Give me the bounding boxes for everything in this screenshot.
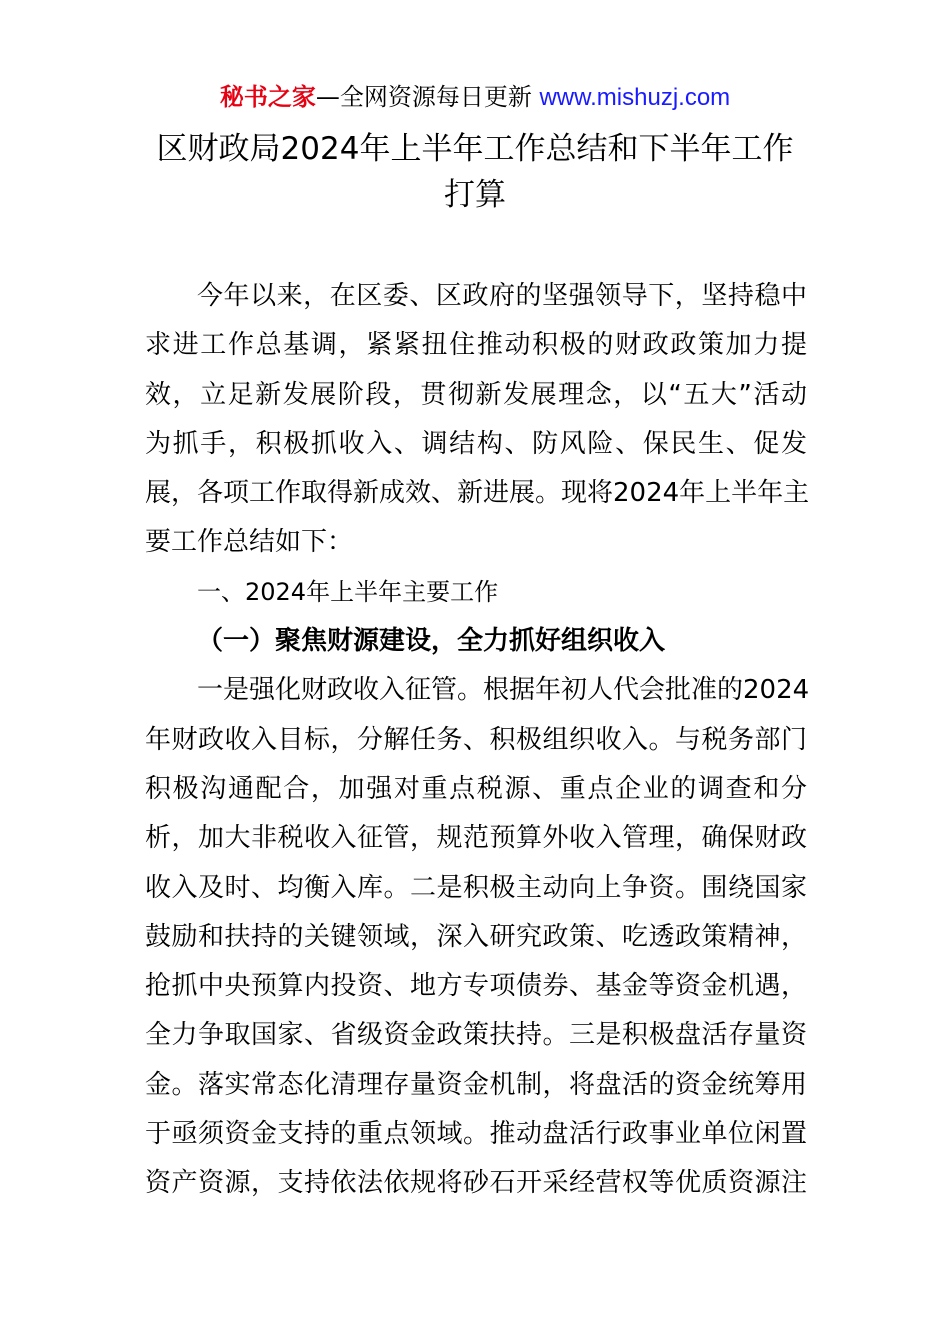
text-line: 资产资源，支持依法依规将砂石开采经营权等优质资源注 — [145, 1168, 807, 1199]
site-header — [0, 80, 950, 115]
text-line: 效，立足新发展阶段，贯彻新发展理念，以“五大”活动 — [145, 379, 807, 410]
section-heading: 一、2024年上半年主要工作 — [197, 577, 499, 606]
document-title — [130, 126, 820, 218]
text-line: 抢抓中央预算内投资、地方专项债券、基金等资金机遇， — [145, 971, 807, 1002]
text-line: 展，各项工作取得新成效、新进展。现将2024年上半年主 — [145, 478, 810, 509]
text-line: 今年以来，在区委、区政府的坚强领导下，坚持稳中 — [197, 281, 807, 311]
text-line: 为抓手，积极抓收入、调结构、防风险、保民生、促发 — [145, 428, 807, 459]
text-line: 一是强化财政收入征管。根据年初人代会批准的2024 — [197, 675, 810, 706]
title-line: 区财政局2024年上半年工作总结和下半年工作 — [156, 131, 794, 167]
text-line: 鼓励和扶持的关键领域，深入研究政策、吃透政策精神， — [145, 921, 807, 952]
body-paragraph — [145, 666, 810, 1208]
text-line: 年财政收入目标，分解任务、积极组织收入。与税务部门 — [145, 724, 807, 755]
title-line: 打算 — [444, 177, 506, 213]
text-line: 全力争取国家、省级资金政策扶持。三是积极盘活存量资 — [145, 1020, 807, 1051]
text-line: 收入及时、均衡入库。二是积极主动向上争资。围绕国家 — [145, 872, 807, 903]
text-line: 析，加大非税收入征管，规范预算外收入管理，确保财政 — [145, 823, 807, 854]
text-line: 求进工作总基调，紧紧扭住推动积极的财政政策加力提 — [145, 330, 807, 361]
document-body — [145, 272, 810, 1209]
brand-name: 秘书之家 — [219, 83, 316, 111]
subsection-heading: （一）聚焦财源建设，全力抓好组织收入 — [197, 626, 666, 657]
text-line: 积极沟通配合，加强对重点税源、重点企业的调查和分 — [145, 773, 807, 804]
site-url-link[interactable]: www.mishuzj.com — [539, 84, 731, 111]
text-line: 金。落实常态化清理存量资金机制，将盘活的资金统筹用 — [145, 1069, 807, 1100]
text-line: 要工作总结如下： — [145, 527, 354, 558]
intro-paragraph — [145, 272, 810, 568]
text-line: 于亟须资金支持的重点领域。推动盘活行政事业单位闲置 — [145, 1119, 807, 1150]
header-tagline: —全网资源每日更新 — [315, 83, 532, 111]
